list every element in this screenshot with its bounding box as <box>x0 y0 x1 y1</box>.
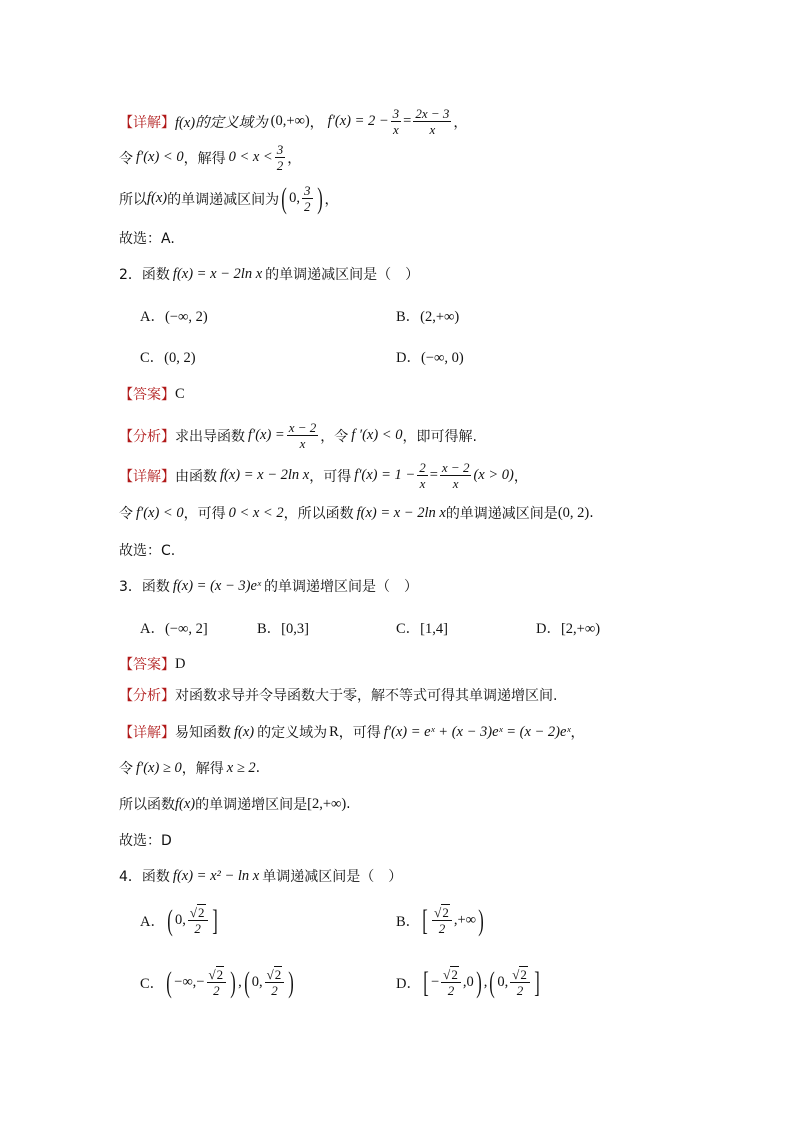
fraction-sqrt2-over-2: $\frac{√2}{2}$ <box>441 967 461 998</box>
answer-tag: 【答案】 <box>119 657 175 673</box>
q3-stem <box>119 576 418 596</box>
q2-option-d[interactable]: D．(−∞, 0) <box>396 350 464 366</box>
q2-option-b[interactable]: B．(2,+∞) <box>396 309 460 325</box>
q3-detail-line3 <box>119 794 351 814</box>
interval-start: 0, <box>289 190 300 206</box>
option-label: B． <box>396 914 421 930</box>
option-label: A． <box>140 914 165 930</box>
derivative: f′(x) = 1 − <box>354 467 416 483</box>
inequality: f′(x) < 0 <box>136 149 184 165</box>
comma: ， <box>570 725 585 741</box>
solve-text: ，解得 <box>181 761 224 777</box>
question-text: 的单调递增区间是（ ） <box>263 579 418 595</box>
choice-text: 故选：A. <box>119 231 175 247</box>
question-number: 2．函数 <box>119 267 170 283</box>
function-f: f(x) <box>234 723 255 740</box>
q4-option-d[interactable] <box>396 967 542 998</box>
paren-left: ( <box>244 965 250 999</box>
interval-end: ,0 <box>462 974 474 990</box>
question-number: 3．函数 <box>119 579 170 595</box>
detail-tag: 【详解】 <box>119 725 175 741</box>
comma: , <box>238 974 242 990</box>
paren-right: ) <box>478 903 484 937</box>
answer-value: C <box>175 385 185 402</box>
detail-text: 由函数 <box>175 468 217 485</box>
let-text: ，令 <box>320 428 349 445</box>
detail-text: ，可得 <box>183 506 226 522</box>
let-text: 令 <box>119 150 133 167</box>
comma: ， <box>309 114 324 131</box>
inequality: f′(x) ≥ 0 <box>136 759 182 776</box>
detail-text: 易知函数 <box>175 725 231 741</box>
domain-text: f(x)的定义域为 <box>175 115 268 131</box>
fraction-3-over-x: $\frac{3}{x}$ <box>392 106 400 137</box>
derivative: f′(x) = eˣ + (x − 3)eˣ = (x − 2)eˣ <box>383 723 571 740</box>
q2-option-c[interactable]: C．(0, 2) <box>140 350 196 366</box>
interval-end: ,+∞ <box>453 912 476 928</box>
answer-value: D <box>175 655 186 672</box>
let-text: 令 <box>119 761 133 777</box>
fraction-3-over-2: $\frac{3}{2}$ <box>304 183 311 214</box>
detail-text: ，可得 <box>338 725 381 741</box>
comma: ， <box>453 114 468 131</box>
fraction-3-over-2: $\frac{3}{2}$ <box>276 142 284 173</box>
bracket-left: [ <box>423 965 429 999</box>
q4-option-a[interactable] <box>140 905 220 936</box>
function-def: f(x) = x − 2ln x <box>172 265 263 282</box>
option-label: C． <box>140 976 165 992</box>
inequality: f ′(x) < 0 <box>351 427 403 443</box>
option-label: D． <box>396 976 421 992</box>
question-text: 的单调递减区间是（ ） <box>265 267 420 283</box>
solve-text: ，解得 <box>183 150 226 167</box>
fraction-sqrt2-over-2: $\frac{√2}{2}$ <box>188 905 208 936</box>
inequality: f′(x) < 0 <box>136 504 184 521</box>
p1-line2 <box>119 142 301 173</box>
function-f: f(x) <box>175 795 196 812</box>
q2-detail <box>119 460 528 491</box>
paren-right: ) <box>475 965 482 999</box>
interval-start: 0, <box>251 974 263 990</box>
period: . <box>346 796 351 812</box>
q3-analysis <box>119 685 557 705</box>
q3-answer <box>119 654 185 674</box>
fraction-sqrt2-over-2: $\frac{√2}{2}$ <box>510 967 530 998</box>
paren-left: ( <box>489 965 496 999</box>
equals: = <box>403 113 412 129</box>
detail-text: ，所以函数 <box>283 506 354 522</box>
fraction-sqrt2-over-2: $\frac{√2}{2}$ <box>432 905 452 936</box>
interval-start: 0, <box>174 912 186 928</box>
p1-line3 <box>119 183 339 214</box>
question-text: 单调递减区间是（ ） <box>262 869 403 885</box>
analysis-tag: 【分析】 <box>119 688 175 704</box>
derivative: f′(x) = <box>248 427 285 443</box>
solution: 0 < x < <box>228 149 273 165</box>
domain-interval: (0,+∞) <box>270 113 310 129</box>
q2-choice <box>119 540 175 560</box>
domain-condition: (x > 0) <box>473 467 514 483</box>
fraction-sqrt2-over-2: $\frac{√2}{2}$ <box>207 967 227 998</box>
p1-line1 <box>119 106 467 137</box>
fraction-sqrt2-over-2: $\frac{√2}{2}$ <box>265 967 285 998</box>
interval: (0, 2) <box>557 504 590 521</box>
interval: [2,+∞) <box>307 795 347 812</box>
p1-choice <box>119 228 175 248</box>
q3-option-c[interactable]: C．[1,4] <box>396 621 448 637</box>
let-text: 令 <box>119 506 133 522</box>
q3-choice <box>119 830 172 850</box>
fraction-x-2-over-x: $\frac{x - 2}{x}$ <box>441 460 470 491</box>
q3-detail-line2 <box>119 758 260 778</box>
choice-text: 故选：C. <box>119 543 176 559</box>
q3-option-d[interactable]: D．[2,+∞) <box>536 621 601 637</box>
paren-right: ) <box>316 181 323 215</box>
q2-analysis <box>119 420 477 451</box>
q4-option-b[interactable] <box>396 905 486 936</box>
fraction-2x-3-over-x: $\frac{2x - 3}{x}$ <box>415 106 450 137</box>
paren-right: ) <box>288 965 295 999</box>
interval-text: 的单调递减区间为 <box>167 191 280 208</box>
answer-tag: 【答案】 <box>119 387 175 403</box>
minus-sign: − <box>430 974 440 990</box>
q2-option-a[interactable]: A．(−∞, 2) <box>140 309 208 325</box>
comma: ， <box>324 191 339 208</box>
question-number: 4．函数 <box>119 869 170 885</box>
solve-text: ，即可得解. <box>402 428 477 445</box>
so-text: 所以 <box>119 191 147 208</box>
comma: , <box>483 974 488 990</box>
fraction-2-over-x: $\frac{2}{x}$ <box>419 460 426 491</box>
function-def: f(x) = x − 2ln x <box>356 504 446 521</box>
paren-left: ( <box>281 181 287 215</box>
q4-stem <box>119 866 402 886</box>
interval-start: 0, <box>497 974 509 990</box>
q2-detail-line2 <box>119 503 594 523</box>
solution: 0 < x < 2 <box>228 504 284 521</box>
paren-right: ) <box>230 965 236 999</box>
analysis-text: 求出导函数 <box>175 428 245 445</box>
function-def: f(x) = (x − 3)eˣ <box>172 577 261 594</box>
choice-text: 故选：D <box>119 833 172 849</box>
detail-tag: 【详解】 <box>119 468 175 485</box>
interval-text: 的单调递增区间是 <box>195 797 308 813</box>
so-text: 所以函数 <box>119 797 175 813</box>
q2-answer <box>119 384 185 404</box>
interval-start: −∞,− <box>174 974 205 990</box>
bracket-left: [ <box>422 903 428 937</box>
q3-detail <box>119 722 585 742</box>
fraction-x-2-over-x: $\frac{x - 2}{x}$ <box>288 420 317 451</box>
detail-text: 的单调递减区间是 <box>445 506 558 522</box>
detail-tag: 【详解】 <box>119 114 175 131</box>
bracket-right: ] <box>534 965 540 999</box>
paren-left: ( <box>166 965 172 999</box>
analysis-tag: 【分析】 <box>119 428 175 445</box>
detail-text: ，可得 <box>309 468 352 485</box>
derivative-expr: f′(x) = 2 − <box>327 113 389 129</box>
q3-option-b[interactable]: B．[0,3] <box>257 621 309 637</box>
comma: ， <box>287 150 302 167</box>
function-def: f(x) = x − 2ln x <box>220 467 310 483</box>
real-set: R <box>329 723 339 740</box>
q2-stem <box>119 264 419 284</box>
function-def: f(x) = x² − ln x <box>172 867 260 884</box>
period: . <box>589 505 594 521</box>
analysis-text: 对函数求导并令导函数大于零，解不等式可得其单调递增区间. <box>175 688 558 704</box>
solution: x ≥ 2 <box>226 759 256 776</box>
bracket-right: ] <box>211 903 218 937</box>
function-f: f(x) <box>147 190 168 206</box>
paren-left: ( <box>167 903 173 937</box>
q4-option-c[interactable] <box>140 967 296 998</box>
detail-text: 的定义域为 <box>257 725 328 741</box>
comma: ， <box>513 468 528 485</box>
equals: = <box>429 467 438 483</box>
q3-option-a[interactable]: A．(−∞, 2] <box>140 621 208 637</box>
period: . <box>255 760 261 776</box>
